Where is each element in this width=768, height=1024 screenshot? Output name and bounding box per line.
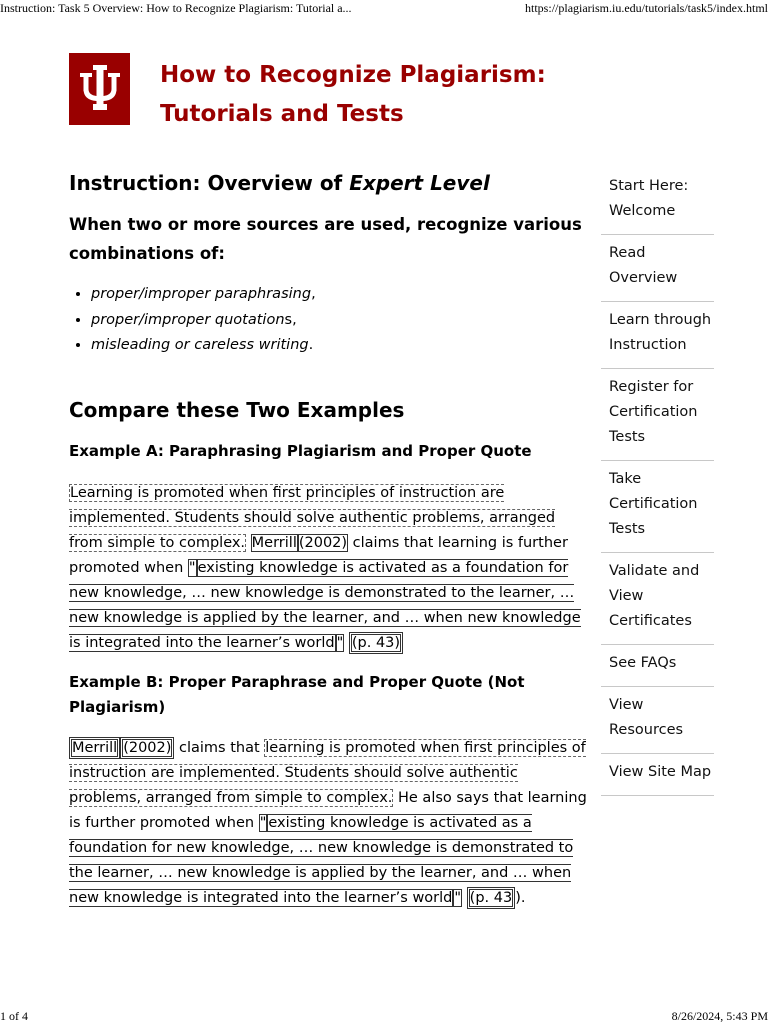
page-reference: (p. 43) [349, 632, 403, 654]
compare-heading: Compare these Two Examples [69, 397, 405, 422]
site-title-line-2: Tutorials and Tests [160, 101, 404, 127]
example-b-text: Merrill (2002) claims that learning is promoted when first principles of instruction are implemented. Students should solve authentic problems, arranged from simple to complex. He also says that learning is further promoted when " existing knowledge is activated as a foundation for new knowledge, … new knowledge is demonstrated to the learner, … new knowledge is applied by the learner, and … when new knowledge is integrated into the learner’s world " (p. 43 ). [69, 736, 587, 911]
site-title-line-1: How to Recognize Plagiarism: [160, 62, 546, 88]
print-timestamp: 8/26/2024, 5:43 PM [671, 1009, 768, 1023]
year-citation: (2002) [120, 737, 174, 759]
page-title: Instruction: Task 5 Overview: How to Recognize Plagiarism: Tutorial a... [0, 1, 352, 15]
close-quote-mark: " [336, 634, 344, 651]
main-content [69, 168, 587, 911]
example-a-heading: Example A: Paraphrasing Plagiarism and Proper Quote [69, 441, 532, 460]
quoted-passage: existing knowledge is activated as a foundation for new knowledge, … new knowledge is demonstrated to the learner, … new knowledge is applied by the learner, and … when new knowledge is integrated into the learner’s world [69, 559, 581, 651]
print-header [0, 0, 768, 18]
paraphrase-span: Learning is promoted when first principles of instruction are implemented. Students should solve authentic problems, arranged from simple to complex. [69, 484, 556, 551]
print-footer [0, 1006, 768, 1024]
sidebar-item-site-map[interactable]: View Site Map [601, 754, 714, 796]
open-quote-mark: " [259, 814, 267, 831]
sidebar-item-instruction[interactable]: Learn through Instruction [601, 302, 714, 369]
sidebar-item-certificates[interactable]: Validate and View Certificates [601, 553, 714, 645]
site-title[interactable] [160, 56, 620, 134]
list-item: • proper/improper quotations, [91, 308, 587, 334]
example-a-text: Learning is promoted when first principles of instruction are implemented. Students should solve authentic problems, arranged from simple to complex. Merrill (2002) claims that learning is further promoted when " existing knowledge is activated as a foundation for new knowledge, … new knowledge is demonstrated to the learner, … new knowledge is applied by the learner, and … when new knowledge is integrated into the learner’s world " (p. 43) [69, 481, 587, 656]
list-item: • proper/improper paraphrasing, [91, 282, 587, 308]
sidebar-item-faqs[interactable]: See FAQs [601, 645, 714, 687]
author-citation: Merrill [69, 737, 120, 759]
page-counter: 1 of 4 [0, 1009, 28, 1023]
author-citation: Merrill [251, 534, 297, 551]
page-heading: Instruction: Overview of Expert Level [69, 171, 490, 195]
close-quote-mark: " [454, 889, 462, 906]
page-reference: (p. 43 [467, 887, 516, 909]
quoted-passage: existing knowledge is activated as a foundation for new knowledge, … new knowledge is demonstrated to the learner, … new knowledge is applied by the learner, and … when new knowledge is integrated into the learner’s world [69, 814, 574, 906]
trident-icon [80, 65, 120, 113]
sidebar-item-overview[interactable]: Read Overview [601, 235, 714, 302]
combination-list [69, 282, 587, 359]
example-b-heading: Example B: Proper Paraphrase and Proper Quote (Not Plagiarism) [69, 672, 525, 716]
paraphrase-span: learning is promoted when first principles of instruction are implemented. Students should solve authentic problems, arranged from simple to complex. [69, 739, 586, 806]
sidebar-nav [601, 168, 714, 796]
heading-emphasis: Expert Level [349, 171, 490, 195]
year-citation: (2002) [298, 534, 348, 551]
open-quote-mark: " [188, 559, 196, 576]
iu-trident-logo-icon[interactable] [69, 53, 130, 125]
lead-text: When two or more sources are used, recognize various combinations of: [69, 215, 582, 263]
sidebar-item-take-tests[interactable]: Take Certification Tests [601, 461, 714, 553]
sidebar-item-register[interactable]: Register for Certification Tests [601, 369, 714, 461]
page-url[interactable]: https://plagiarism.iu.edu/tutorials/task5/index.html [525, 1, 768, 15]
sidebar-item-resources[interactable]: View Resources [601, 687, 714, 754]
sidebar-item-welcome[interactable]: Start Here: Welcome [601, 168, 714, 235]
list-item: • misleading or careless writing. [91, 333, 587, 359]
